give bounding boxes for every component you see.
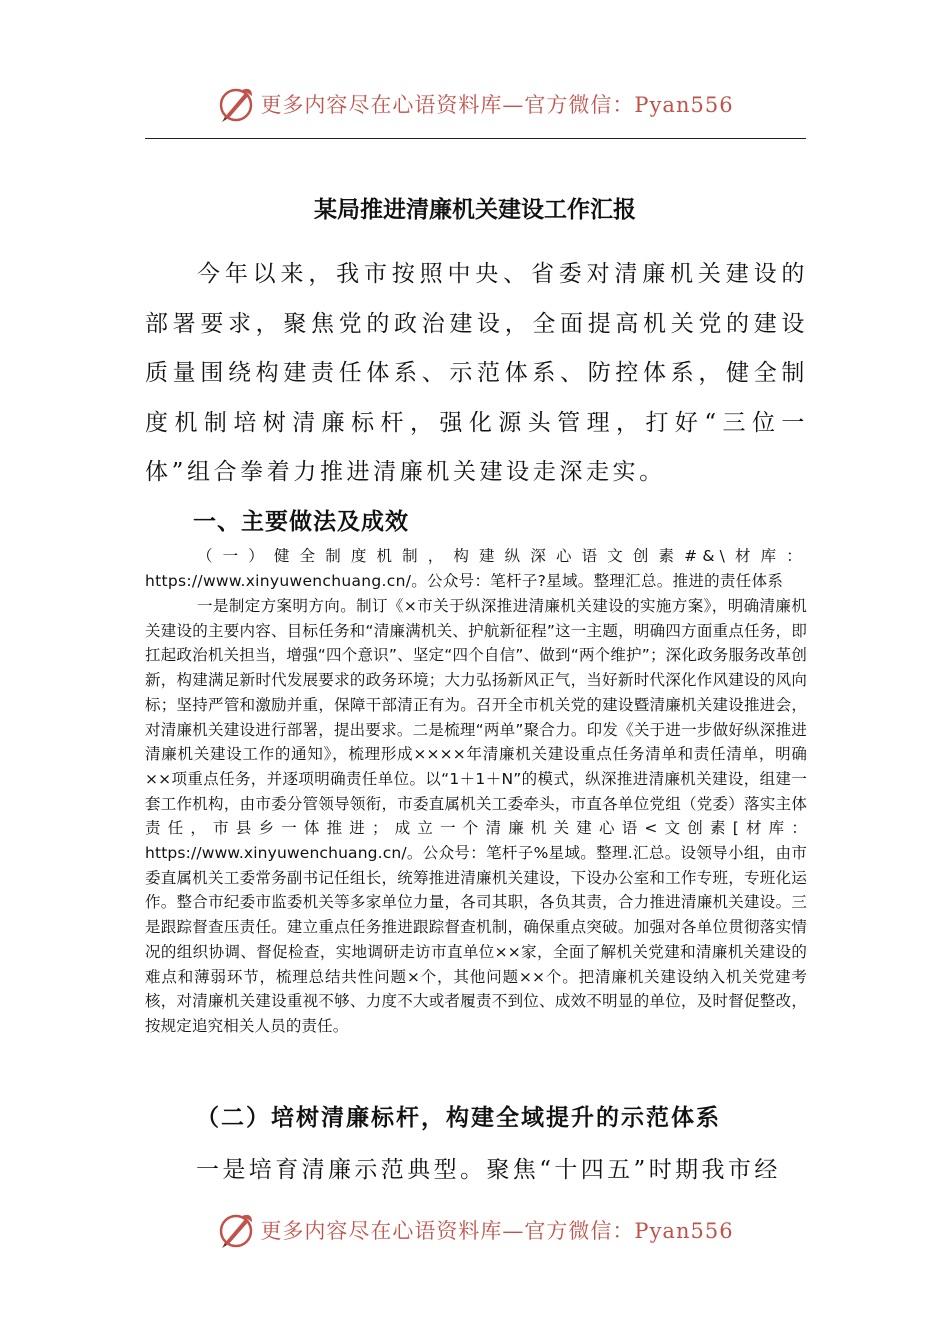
subsection-1-heading-part-b: https://www.xinyuwenchuang.cn/。公众号：笔杆子?星域。整理汇总。推进的责任体系: [145, 571, 784, 590]
quill-pen-logo-icon: [216, 84, 256, 124]
document-title: 某局推进清廉机关建设工作汇报: [314, 196, 636, 224]
section-1-heading: 一、主要做法及成效: [193, 509, 409, 535]
intro-paragraph: 今年以来，我市按照中央、省委对清廉机关建设的部署要求，聚焦党的政治建设，全面提高机关党的建设质量围绕构建责任体系、示范体系、防控体系，健全制度机制培树清廉标杆，强化源头管理，打好“三位一体”组合拳着力推进清廉机关建设走深走实。: [145, 261, 808, 485]
subsection-1-heading: [145, 544, 807, 593]
subsection-1-heading-part-a: （一）健全制度机制，构建纵深心语文创素#&\材库：: [197, 547, 807, 565]
watermark-text: 更多内容尽在心语资料库—官方微信：Pyan556: [260, 1219, 734, 1243]
watermark-banner-top: [0, 82, 950, 126]
watermark-banner-bottom: [0, 1208, 950, 1252]
quill-pen-logo-icon: [216, 1210, 256, 1250]
header-rule: [145, 138, 806, 139]
subsection-1-body: 一是制定方案明方向。制订《×市关于纵深推进清廉机关建设的实施方案》，明确清廉机关建设的主要内容、目标任务和“清廉满机关、护航新征程”这一主题，明确四方面重点任务，即扛起政治机关担当，增强“四个意识”、坚定“四个自信”、做到“两个维护”；深化政务服务改革创新，构建满足新时代发展要求的政务环境；大力弘扬新风正气，当好新时代深化作风建设的风向标；坚持严管和激励并重，保障干部清正有为。召开全市机关党的建设暨清廉机关建设推进会，对清廉机关建设进行部署，提出要求。二是梳理“两单”聚合力。印发《关于进一步做好纵深推进清廉机关建设工作的通知》，梳理形成××××年清廉机关建设重点任务清单和责任清单，明确××项重点任务，并逐项明确责任单位。以“1＋1＋N”的模式，纵深推进清廉机关建设，组建一套工作机构，由市委分管领导领衔，市委直属机关工委牵头，市直各单位党组（党委）落实主体责任，市县乡一体推进；成立一个清廉机关建心语<文创素[材库：https://www.xinyuwenchuang.cn/。公众号：笔杆子%星域。整理.汇总。设领导小组，由市委直属机关工委常务副书记任组长，统筹推进清廉机关建设，下设办公室和工作专班，专班化运作。整合市纪委市监委机关等多家单位力量，各司其职，各负其责，合力推进清廉机关建设。三是跟踪督查压责任。建立重点任务推进跟踪督查机制，确保重点突破。加强对各单位贯彻落实情况的组织协调、督促检查，实地调研走访市直单位××家，全面了解机关党建和清廉机关建设的难点和薄弱环节，梳理总结共性问题×个，其他问题××个。把清廉机关建设纳入机关党建考核，对清廉机关建设重视不够、力度不大或者履责不到位、成效不明显的单位，及时督促整改，按规定追究相关人员的责任。: [145, 597, 807, 1035]
watermark-text: 更多内容尽在心语资料库—官方微信：Pyan556: [260, 93, 734, 117]
subsection-2-heading: （二）培树清廉标杆，构建全域提升的示范体系: [196, 1104, 721, 1131]
subsection-2-body-start: 一是培育清廉示范典型。聚焦“十四五”时期我市经: [196, 1157, 781, 1183]
